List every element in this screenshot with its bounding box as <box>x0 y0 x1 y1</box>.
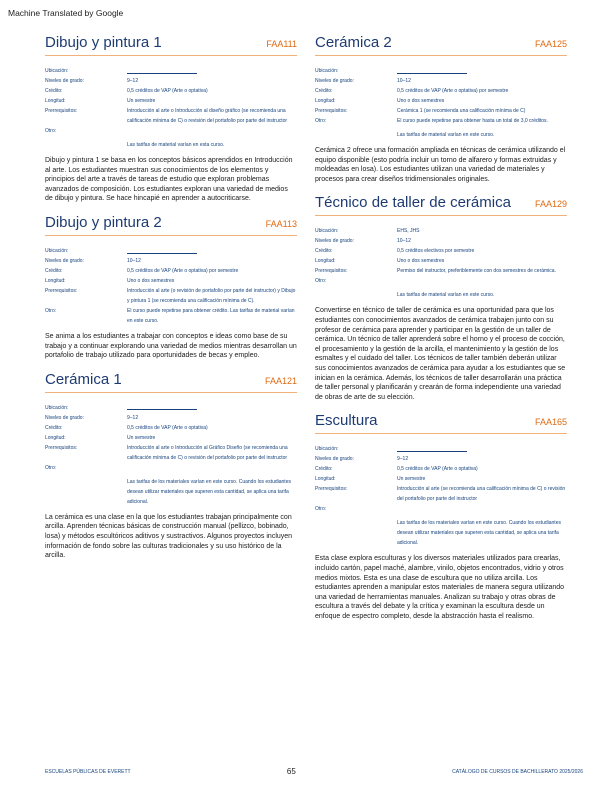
credit-label: Crédito: <box>45 267 63 274</box>
page-number: 65 <box>286 767 296 776</box>
length-value: Uno o dos semestres <box>127 277 175 284</box>
course-ceramica-2 <box>315 34 567 184</box>
credit-label: Crédito: <box>315 88 333 94</box>
course-title: Cerámica 2 <box>315 34 392 51</box>
grade-label: Niveles de grado: <box>315 238 354 245</box>
credit-label: Crédito: <box>315 466 333 473</box>
grade-value: 9–12 <box>127 414 139 421</box>
course-meta <box>315 444 567 514</box>
location-blank <box>397 446 467 452</box>
length-value: Uno o dos semestres <box>397 258 445 265</box>
length-label: Longitud: <box>315 476 336 483</box>
other-value-fees: Las tarifas de material varían en este curso. <box>397 132 495 138</box>
prereq-value: Permiso del instructor, preferiblemente con dos semestres de cerámica. <box>397 268 556 275</box>
prereq-value: Introducción al arte o Introducción al diseño gráfico (se recomienda una calificación mínima de C) o revisión del portafolio por parte del instructor <box>127 108 288 124</box>
credit-label: Crédito: <box>45 424 63 431</box>
grade-value: 9–12 <box>397 456 409 463</box>
length-label: Longitud: <box>45 277 66 284</box>
other-value: Las tarifas de los materiales varían en este curso. Cuando los estudiantes desean utilizar materiales que superen esta cantidad, se aplica una tarifa adicional. <box>127 478 291 505</box>
location-label: Ubicación: <box>315 446 339 453</box>
location-blank <box>127 248 197 254</box>
credit-value: 0,5 créditos de VAP (Arte o optativa) <box>127 88 208 94</box>
course-meta <box>45 246 297 326</box>
course-title: Cerámica 1 <box>45 370 122 388</box>
course-tecnico-taller <box>315 194 567 402</box>
footer-district: ESCUELAS PÚBLICAS DE EVERETT <box>45 768 131 775</box>
prereq-value: Introducción al arte o Introducción al Gráfico Diseño (se recomienda una calificación mínima de C) o revisión del portafolio por parte del instructor <box>127 444 288 461</box>
grade-label: Niveles de grado: <box>45 78 84 84</box>
grade-value: 10–12 <box>127 257 141 264</box>
course-title: Dibujo y pintura 1 <box>45 34 162 51</box>
course-description: Se anima a los estudiantes a trabajar con conceptos e ideas como base de su trabajo y a continuar explorando una variedad de medios mientras desarrollan un portafolio de trabajo utilizado para oportunidades de becas y empleo. <box>45 332 297 360</box>
other-label: Otro: <box>45 128 57 134</box>
grade-value: 9–12 <box>127 78 139 84</box>
course-description: Esta clase explora esculturas y los diversos materiales utilizados para crearlas, incluido cartón, papel maché, alambre, vinilo, objetos encontrados, vidrio y otros medios mixtos. Esta es una clase de escultura que no utiliza arcilla. Los estudiantes aprenden a manipular estos materiales de manera segura utilizando una variedad de herramientas manuales. Analizan su trabajo y otras obras de escultura a través del debate y la crítica y examinan la escultura desde un enfoque de espectro completo, desde la abstracción hasta el realismo. <box>315 555 565 620</box>
other-value: Las tarifas de material varían en este curso. <box>397 292 495 299</box>
course-header <box>45 371 297 393</box>
credit-value: 0,5 créditos de VAP (Arte o optativa) por semestre <box>127 267 239 274</box>
location-label: Ubicación: <box>315 228 339 235</box>
length-value: Un semestre <box>127 98 156 104</box>
length-label: Longitud: <box>315 98 336 104</box>
prereq-value: Cerámica 1 (se recomienda una calificación mínima de C) <box>397 108 526 114</box>
left-column <box>45 34 297 571</box>
course-header <box>45 214 297 236</box>
location-blank <box>127 68 197 74</box>
credit-value: 0,5 créditos de VAP (Arte o optativa) por semestre <box>397 88 509 94</box>
footer-catalog: CATÁLOGO DE CURSOS DE BACHILLERATO 2025/2026 <box>452 768 583 775</box>
prereq-label: Prerrequisitos: <box>315 108 348 114</box>
course-header <box>315 34 567 56</box>
other-value: Las tarifas de material varían en esta curso. <box>127 142 225 148</box>
credit-label: Crédito: <box>45 88 63 94</box>
length-label: Longitud: <box>45 434 66 441</box>
prereq-label: Prerrequisitos: <box>45 287 78 294</box>
course-meta <box>45 403 297 473</box>
course-code: FAA165 <box>534 417 567 428</box>
grade-value: 10–12 <box>397 238 411 245</box>
length-value: Un semestre <box>397 476 426 483</box>
location-label: Ubicación: <box>45 404 69 411</box>
other-label: Otro: <box>315 278 327 285</box>
course-title: Técnico de taller de cerámica <box>315 194 511 212</box>
other-value: El curso puede repetirse para obtener crédito. Las tarifas de material varían en este curso. <box>127 307 295 324</box>
location-label: Ubicación: <box>45 247 69 254</box>
location-blank <box>127 404 197 410</box>
prereq-label: Prerrequisitos: <box>45 444 78 451</box>
other-label: Otro: <box>315 506 327 513</box>
grade-label: Niveles de grado: <box>45 257 84 264</box>
grade-value: 10–12 <box>397 78 411 84</box>
prereq-label: Prerrequisitos: <box>315 486 348 493</box>
credit-value: 0,5 créditos de VAP (Arte o optativa) <box>397 466 478 473</box>
course-header <box>315 412 567 434</box>
course-header <box>315 194 567 216</box>
length-value: Un semestre <box>127 434 156 441</box>
course-description: Cerámica 2 ofrece una formación ampliada en técnicas de cerámica utilizando el equipo disponible (esto podría incluir un torno de alfarero y formas extruidas y moldeadas en losa). Los estudiantes utilizan una variedad de materiales y procesos para crear diseños tridimensionales originales. <box>315 147 566 183</box>
course-code: FAA125 <box>534 39 567 49</box>
location-value: EHS, JHS <box>397 228 420 235</box>
other-value: El curso puede repetirse para obtener hasta un total de 3,0 créditos. <box>397 118 548 124</box>
course-meta <box>315 66 567 126</box>
credit-value: 0,5 créditos de VAP (Arte o optativa) <box>127 424 208 431</box>
prereq-label: Prerrequisitos: <box>315 268 348 275</box>
other-value: Las tarifas de los materiales varían en este curso. Cuando los estudiantes desean utilizar materiales que superen esta cantidad, se aplica una tarifa adicional. <box>397 520 561 547</box>
course-code: FAA121 <box>264 375 297 386</box>
course-escultura <box>315 412 567 621</box>
other-label: Otro: <box>315 118 327 124</box>
prereq-value: Introducción al arte (o revisión de portafolio por parte del instructor) y Dibujo y pintura 1 (se recomienda una calificación mínima de C). <box>127 287 296 304</box>
prereq-value: Introducción al arte (se recomienda una calificación mínima de C) o revisión del portafolio por parte del instructor <box>397 486 566 503</box>
course-description: La cerámica es una clase en la que los estudiantes trabajan principalmente con arcilla. Aprenden técnicas básicas de construcción manual (pellizco, bobinado, losa) y métodos escultóricos aditivos y sustractivos. Algunos proyectos incluyen información de fondo sobre las culturas tradicionales y su uso histórico de la arcilla. <box>45 513 293 560</box>
length-label: Longitud: <box>315 258 336 265</box>
page-footer <box>45 767 583 776</box>
grade-label: Niveles de grado: <box>315 456 354 463</box>
location-label: Ubicación: <box>315 68 339 74</box>
prereq-label: Prerrequisitos: <box>45 108 78 114</box>
course-dibujo-pintura-1 <box>45 34 297 204</box>
course-code: FAA111 <box>266 39 297 49</box>
location-label: Ubicación: <box>45 68 69 74</box>
grade-label: Niveles de grado: <box>45 414 84 421</box>
course-description: Convertirse en técnico de taller de cerámica es una oportunidad para que los estudiantes con conocimientos avanzados de cerámica trabajen junto con su profesor de cerámica para aprender y participar en la gestión de un taller de cerámica. Un técnico de taller aprenderá sobre el horno y el proceso de cocción, el procesamiento y la gestión de la arcilla, el mantenimiento y la gestión de los esmaltes y el cuidado del taller. Los técnicos de taller también deberán utilizar sus conocimientos avanzados de cerámica para ayudar a los estudiantes que se inician en la cerámica. Además, los técnicos de taller desarrollarán una práctica de taller personal y planificarán y crearán de forma independiente una variedad de obras de arte de su elección. <box>315 307 566 401</box>
grade-label: Niveles de grado: <box>315 78 354 84</box>
credit-label: Crédito: <box>315 248 333 255</box>
length-value: Uno o dos semestres <box>397 98 445 104</box>
course-title: Dibujo y pintura 2 <box>45 213 162 231</box>
course-description: Dibujo y pintura 1 se basa en los conceptos básicos aprendidos en Introducción al arte. Los estudiantes muestran sus conocimientos de los elementos y principios del arte a través de tareas de estudio que exploran problemas avanzados de composición. Los estudiantes exploran una variedad de medios de dibujo y pintura. Se hace hincapié en aprender a autocriticarse. <box>45 157 293 203</box>
course-code: FAA129 <box>534 199 567 210</box>
right-column <box>315 34 567 631</box>
course-code: FAA113 <box>265 218 297 229</box>
credit-value: 0,5 créditos electivos por semestre <box>397 248 475 255</box>
course-title: Escultura <box>315 412 378 430</box>
course-ceramica-1 <box>45 371 297 561</box>
course-meta <box>315 226 567 286</box>
machine-translated-label: Machine Translated by Google <box>8 8 124 18</box>
length-label: Longitud: <box>45 98 66 104</box>
location-blank <box>397 68 467 74</box>
course-dibujo-pintura-2 <box>45 214 297 361</box>
other-label: Otro: <box>45 307 57 314</box>
course-meta <box>45 66 297 136</box>
other-label: Otro: <box>45 464 57 471</box>
course-header <box>45 34 297 56</box>
